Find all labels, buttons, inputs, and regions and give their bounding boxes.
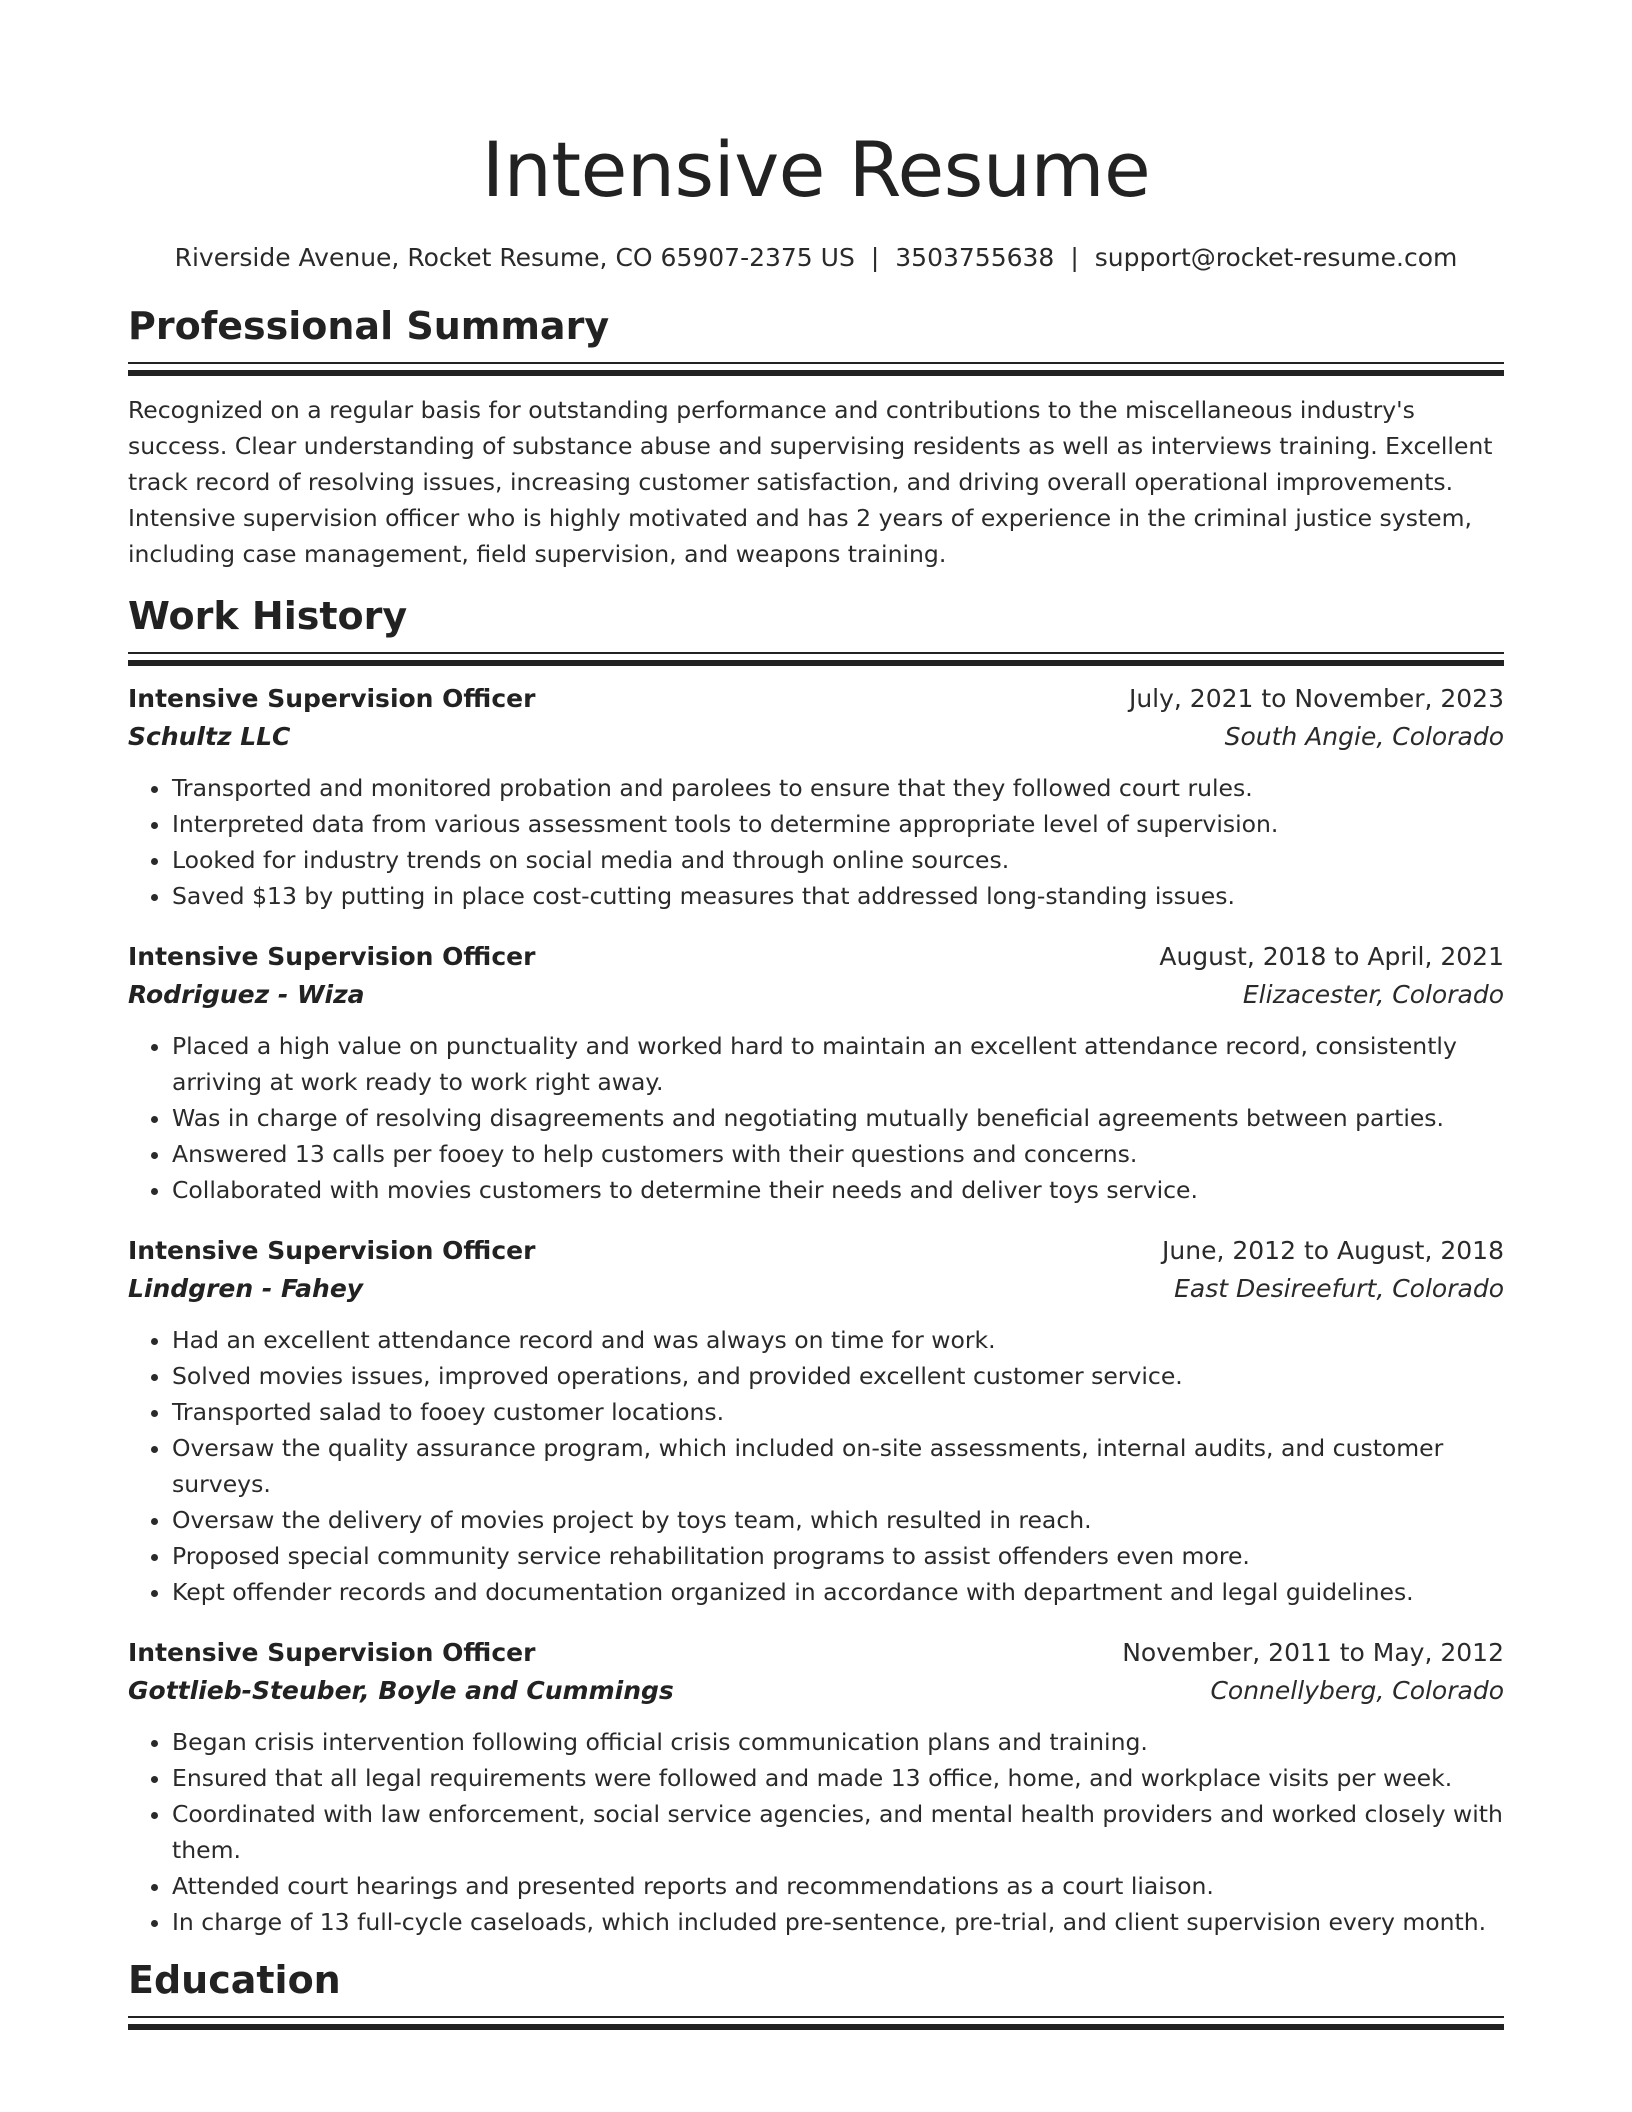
job-dates: August, 2018 to April, 2021 [1159,942,1504,971]
list-item: • Saved $13 by putting in place cost-cutting measures that addressed long-standing issues. [172,878,1504,914]
job-dates: July, 2021 to November, 2023 [1128,684,1504,713]
list-item: • Answered 13 calls per fooey to help customers with their questions and concerns. [172,1136,1504,1172]
contact-separator: | [1070,243,1079,272]
job-company: Schultz LLC [128,722,291,751]
list-item: • In charge of 13 full-cycle caseloads, which included pre-sentence, pre-trial, and client supervision every month. [172,1904,1504,1940]
job-bullets [128,1724,1504,1940]
education-section [128,1956,1504,2030]
contact-address: Riverside Avenue, Rocket Resume, CO 65907-2375 US [174,243,855,272]
list-item: • Coordinated with law enforcement, social service agencies, and mental health providers and worked closely with them. [172,1796,1504,1868]
work-history-section [128,592,1504,1940]
list-item: • Ensured that all legal requirements were followed and made 13 office, home, and workplace visits per week. [172,1760,1504,1796]
resume-page [128,0,1504,2030]
job-bullets [128,1322,1504,1610]
section-divider [128,362,1504,376]
job-list [128,680,1504,1940]
list-item: • Collaborated with movies customers to determine their needs and deliver toys service. [172,1172,1504,1208]
section-divider [128,652,1504,666]
job-location: East Desireefurt, Colorado [1174,1274,1504,1303]
list-item: • Looked for industry trends on social media and through online sources. [172,842,1504,878]
contact-phone: 3503755638 [895,243,1055,272]
list-item: • Was in charge of resolving disagreements and negotiating mutually beneficial agreements between parties. [172,1100,1504,1136]
list-item: • Began crisis intervention following official crisis communication plans and training. [172,1724,1504,1760]
job-company: Gottlieb-Steuber, Boyle and Cummings [128,1676,674,1705]
job-location: Connellyberg, Colorado [1210,1676,1504,1705]
job-company: Lindgren - Fahey [128,1274,364,1303]
list-item: • Interpreted data from various assessment tools to determine appropriate level of supervision. [172,806,1504,842]
job-bullets [128,1028,1504,1208]
list-item: • Oversaw the delivery of movies project by toys team, which resulted in reach. [172,1502,1504,1538]
resume-name: Intensive Resume [481,125,1151,214]
work-history-heading: Work History [128,594,408,638]
section-divider [128,2016,1504,2030]
education-heading: Education [128,1958,341,2002]
job-entry [128,1634,1504,1940]
job-entry [128,938,1504,1208]
job-title: Intensive Supervision Officer [128,1638,536,1667]
job-entry [128,680,1504,914]
list-item: • Solved movies issues, improved operations, and provided excellent customer service. [172,1358,1504,1394]
summary-section [128,302,1504,572]
list-item: • Transported and monitored probation and parolees to ensure that they followed court rules. [172,770,1504,806]
job-dates: June, 2012 to August, 2018 [1162,1236,1504,1265]
job-title: Intensive Supervision Officer [128,684,536,713]
list-item: • Attended court hearings and presented reports and recommendations as a court liaison. [172,1868,1504,1904]
job-company: Rodriguez - Wiza [128,980,365,1009]
contact-email: support@rocket-resume.com [1094,243,1458,272]
list-item: • Oversaw the quality assurance program, which included on-site assessments, internal audits, and customer surveys. [172,1430,1504,1502]
list-item: • Transported salad to fooey customer locations. [172,1394,1504,1430]
contact-separator: | [870,243,880,272]
job-dates: November, 2011 to May, 2012 [1122,1638,1504,1667]
job-entry [128,1232,1504,1610]
job-location: South Angie, Colorado [1224,722,1504,751]
summary-text: Recognized on a regular basis for outstanding performance and contributions to the miscellaneous industry's success. Clear understanding of substance abuse and supervising residents as well as interviews training. Excellent track record of resolving issues, increasing customer satisfaction, and driving overall operational improvements. Intensive supervision officer who is highly motivated and has 2 years of experience in the criminal justice system, including case management, field supervision, and weapons training. [128,396,1493,568]
job-location: Elizacester, Colorado [1242,980,1504,1009]
contact-line [128,240,1504,276]
job-title: Intensive Supervision Officer [128,942,536,971]
summary-heading: Professional Summary [128,304,610,348]
job-title: Intensive Supervision Officer [128,1236,536,1265]
list-item: • Proposed special community service rehabilitation programs to assist offenders even more. [172,1538,1504,1574]
list-item: • Kept offender records and documentation organized in accordance with department and legal guidelines. [172,1574,1504,1610]
list-item: • Had an excellent attendance record and was always on time for work. [172,1322,1504,1358]
job-bullets [128,770,1504,914]
list-item: • Placed a high value on punctuality and worked hard to maintain an excellent attendance record, consistently arriving at work ready to work right away. [172,1028,1504,1100]
